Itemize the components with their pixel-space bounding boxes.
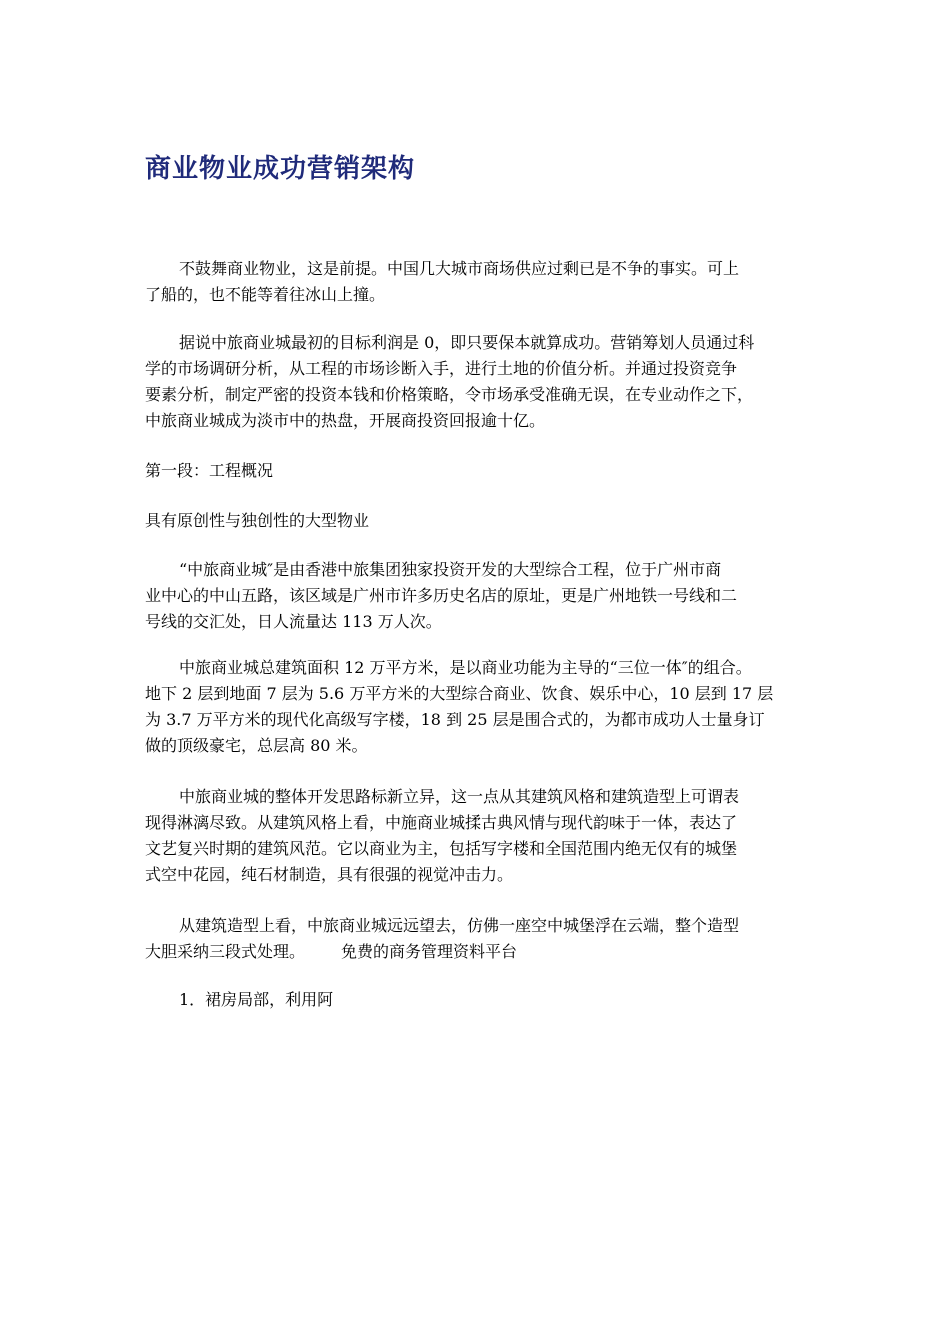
- paragraph-line: 1．裙房局部，利用阿: [179, 990, 334, 1009]
- document-title: 商业物业成功营销架构: [145, 154, 416, 184]
- paragraph-line: 中旅商业城的整体开发思路标新立异，这一点从其建筑风格和建筑造型上可谓表: [179, 787, 740, 806]
- paragraph-line: 号线的交汇处，日人流量达 113 万人次。: [145, 612, 442, 631]
- paragraph-line: 中旅商业城成为淡市中的热盘，开展商投资回报逾十亿。: [145, 411, 546, 430]
- paragraph-line: 做的顶级豪宅，总层高 80 米。: [145, 736, 368, 755]
- paragraph-intro: [145, 256, 739, 308]
- paragraph-style: [145, 784, 739, 888]
- paragraph-area: [145, 655, 773, 759]
- paragraph-line: 学的市场调研分析，从工程的市场诊断入手，进行土地的价值分析。并通过投资竞争: [145, 359, 738, 378]
- paragraph-location: [145, 557, 737, 635]
- section-heading: [145, 458, 273, 484]
- paragraph-line: 具有原创性与独创性的大型物业: [145, 511, 370, 530]
- paragraph-line: 式空中花园，纯石材制造，具有很强的视觉冲击力。: [145, 865, 514, 884]
- paragraph-line: 为 3.7 万平方米的现代化高级写字楼，18 到 25 层是围合式的，为都市成功人士量身订: [145, 710, 765, 729]
- paragraph-line: 要素分析，制定严密的投资本钱和价格策略，令市场承受准确无误，在专业动作之下，: [145, 385, 754, 404]
- paragraph-line: 第一段：工程概况: [145, 461, 274, 480]
- paragraph-line-text: 大胆采纳三段式处理。: [145, 942, 306, 961]
- section-subheading: [145, 508, 369, 534]
- platform-note: 免费的商务管理资料平台: [341, 942, 518, 961]
- paragraph-line: 业中心的中山五路，该区域是广州市许多历史名店的原址，更是广州地铁一号线和二: [145, 586, 738, 605]
- list-item: [145, 987, 333, 1013]
- paragraph-line: 据说中旅商业城最初的目标利润是 0，即只要保本就算成功。营销筹划人员通过科: [179, 333, 755, 352]
- paragraph-shape: [145, 913, 739, 965]
- paragraph-line: 中旅商业城总建筑面积 12 万平方米，是以商业功能为主导的“三位一体″的组合。: [179, 658, 752, 677]
- paragraph-line: 文艺复兴时期的建筑风范。它以商业为主，包括写字楼和全国范围内绝无仅有的城堡: [145, 839, 738, 858]
- paragraph-line: 不鼓舞商业物业，这是前提。中国几大城市商场供应过剩已是不争的事实。可上: [179, 259, 740, 278]
- paragraph-profit: [145, 330, 754, 434]
- paragraph-line: 从建筑造型上看，中旅商业城远远望去，仿佛一座空中城堡浮在云端，整个造型: [179, 916, 740, 935]
- paragraph-line: 现得淋漓尽致。从建筑风格上看，中施商业城揉古典风情与现代韵味于一体，表达了: [145, 813, 738, 832]
- paragraph-line: 地下 2 层到地面 7 层为 5.6 万平方米的大型综合商业、饮食、娱乐中心，10 层到 17 层: [145, 684, 774, 703]
- paragraph-line: “中旅商业城″是由香港中旅集团独家投资开发的大型综合工程，位于广州市商: [179, 560, 722, 579]
- paragraph-line: 了船的，也不能等着往冰山上撞。: [145, 285, 386, 304]
- paragraph-line-with-tail: [145, 939, 739, 965]
